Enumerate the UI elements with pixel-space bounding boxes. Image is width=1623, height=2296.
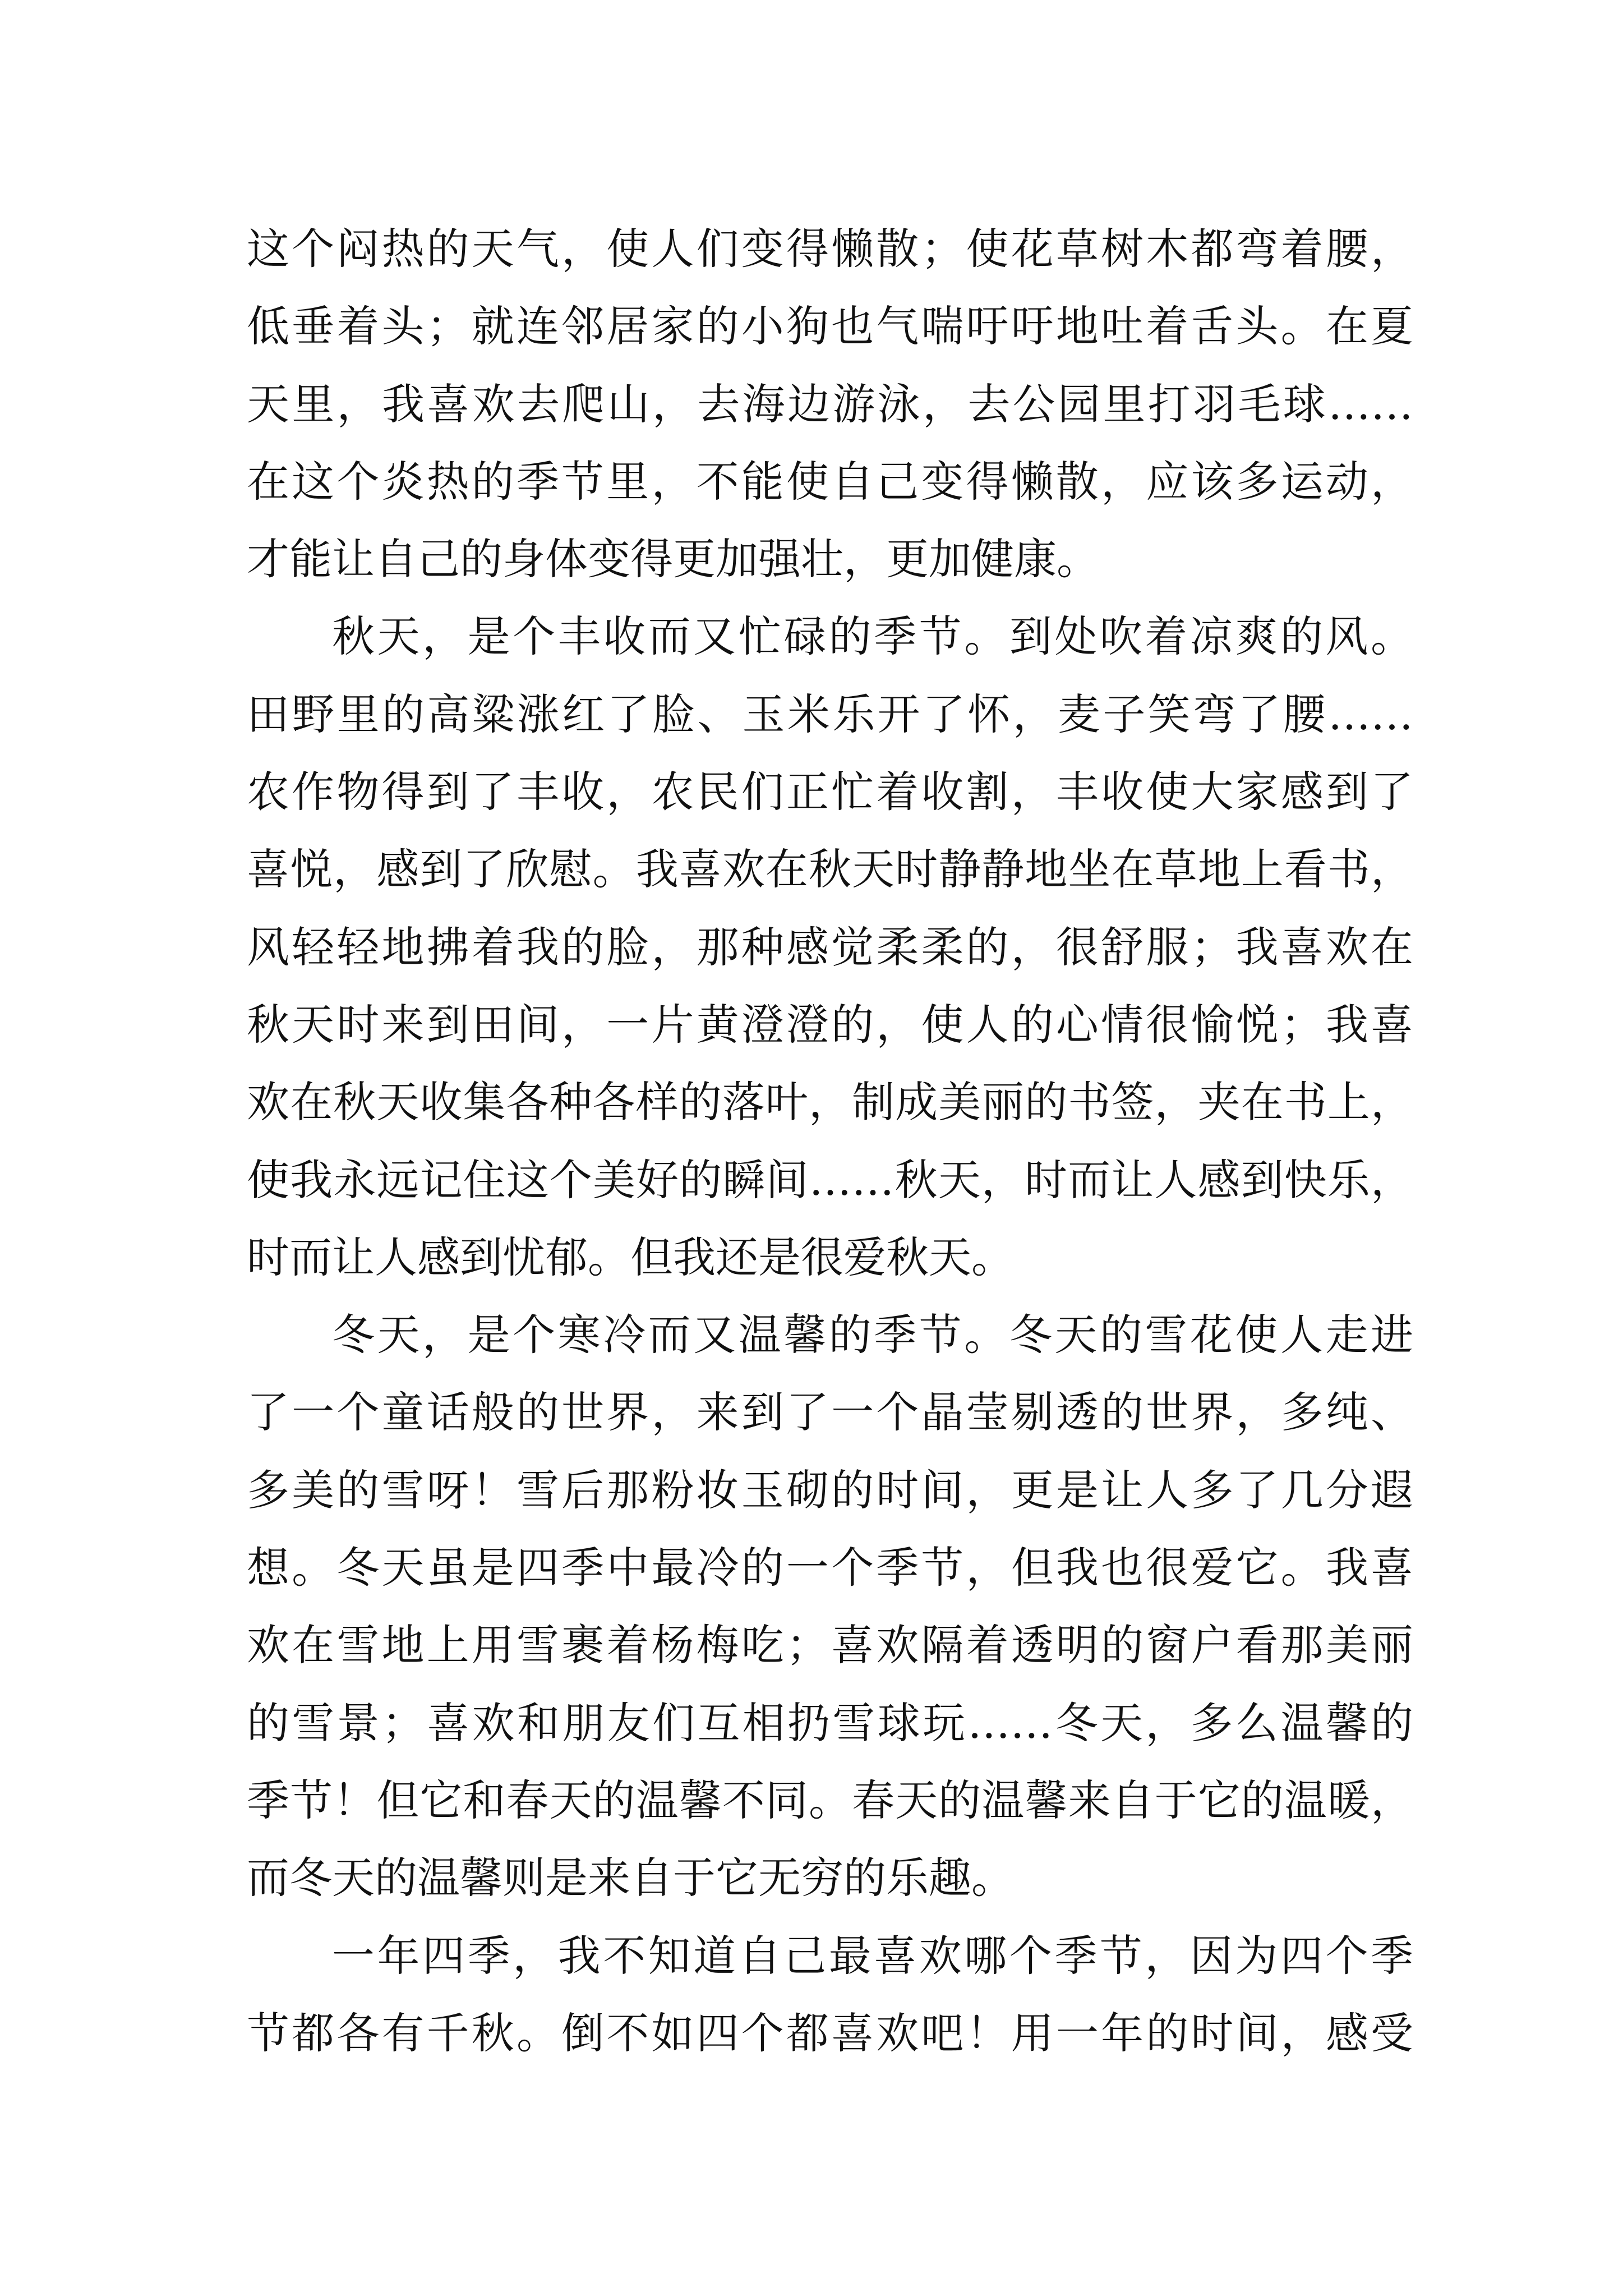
paragraph-first-line: 冬天，是个寒冷而又温馨的季节。冬天的雪花使人走进 xyxy=(332,1310,1413,1360)
text-line: 使我永远记住这个美好的瞬间……秋天，时而让人感到快乐， xyxy=(247,1154,1413,1205)
text-line: 秋天时来到田间，一片黄澄澄的，使人的心情很愉悦；我喜 xyxy=(247,999,1413,1050)
text-line: 农作物得到了丰收，农民们正忙着收割，丰收使大家感到了 xyxy=(247,767,1413,817)
text-line: 欢在秋天收集各种各样的落叶，制成美丽的书签，夹在书上， xyxy=(247,1077,1413,1128)
text-line: 多美的雪呀！雪后那粉妆玉砌的时间，更是让人多了几分遐 xyxy=(247,1465,1413,1515)
text-line: 天里，我喜欢去爬山，去海边游泳，去公园里打羽毛球…… xyxy=(247,379,1413,429)
text-line: 喜悦，感到了欣慰。我喜欢在秋天时静静地坐在草地上看书， xyxy=(247,844,1413,895)
text-line: 节都各有千秋。倒不如四个都喜欢吧！用一年的时间，感受 xyxy=(247,2008,1413,2058)
text-line: 在这个炎热的季节里，不能使自己变得懒散，应该多运动， xyxy=(247,456,1413,507)
text-line: 田野里的高粱涨红了脸、玉米乐开了怀，麦子笑弯了腰…… xyxy=(247,689,1413,739)
text-line: 而冬天的温馨则是来自于它无穷的乐趣。 xyxy=(247,1853,1014,1903)
text-line: 季节！但它和春天的温馨不同。春天的温馨来自于它的温暖， xyxy=(247,1775,1413,1825)
text-line: 低垂着头；就连邻居家的小狗也气喘吁吁地吐着舌头。在夏 xyxy=(247,301,1413,352)
text-line: 了一个童话般的世界，来到了一个晶莹剔透的世界，多纯、 xyxy=(247,1387,1413,1438)
text-line: 风轻轻地拂着我的脸，那种感觉柔柔的，很舒服；我喜欢在 xyxy=(247,922,1413,972)
text-line: 这个闷热的天气，使人们变得懒散；使花草树木都弯着腰， xyxy=(247,224,1413,274)
text-line: 才能让自己的身体变得更加强壮，更加健康。 xyxy=(247,534,1099,585)
essay-body xyxy=(247,210,1413,2072)
text-line: 想。冬天虽是四季中最冷的一个季节，但我也很爱它。我喜 xyxy=(247,1543,1413,1593)
text-line: 时而让人感到忧郁。但我还是很爱秋天。 xyxy=(247,1232,1014,1282)
text-line: 的雪景；喜欢和朋友们互相扔雪球玩……冬天，多么温馨的 xyxy=(247,1697,1413,1748)
paragraph-first-line: 一年四季，我不知道自己最喜欢哪个季节，因为四个季 xyxy=(332,1930,1413,1981)
paragraph-first-line: 秋天，是个丰收而又忙碌的季节。到处吹着凉爽的风。 xyxy=(332,611,1413,662)
text-line: 欢在雪地上用雪裹着杨梅吃；喜欢隔着透明的窗户看那美丽 xyxy=(247,1620,1413,1671)
